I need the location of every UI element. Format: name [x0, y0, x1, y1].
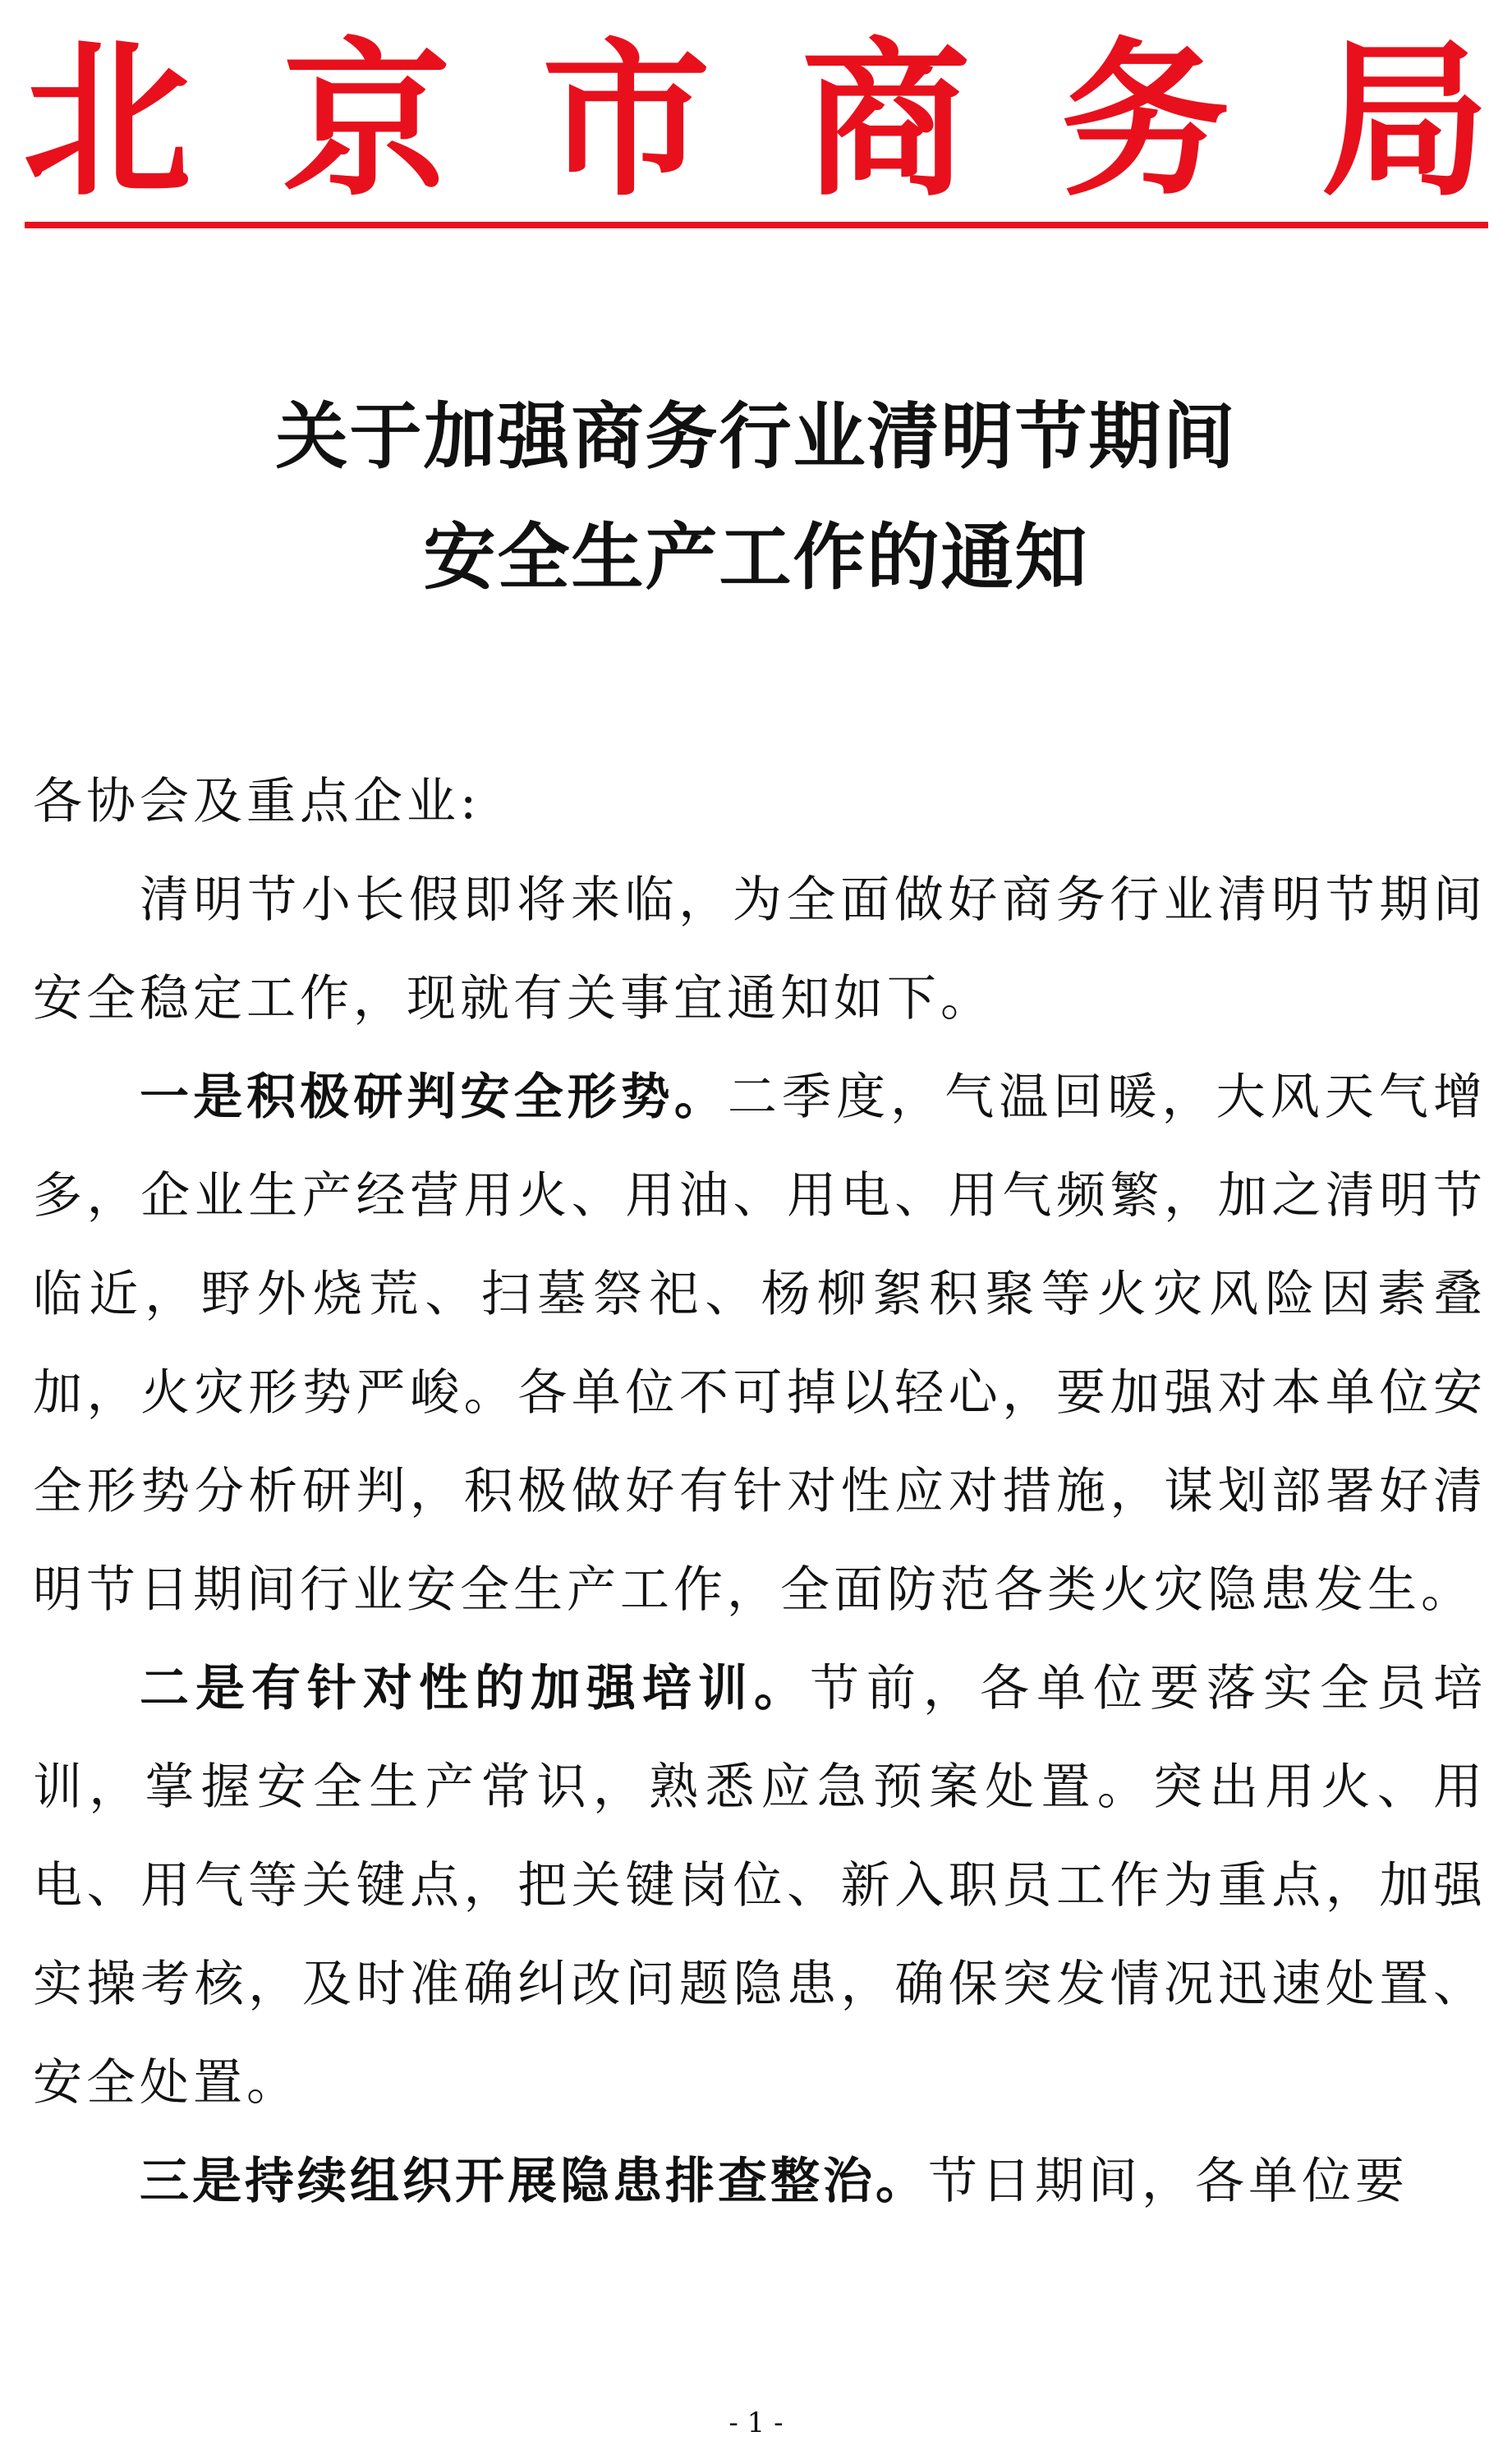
masthead-char: 务 — [1061, 22, 1229, 219]
masthead-char: 局 — [1321, 22, 1489, 219]
red-divider-line — [25, 222, 1488, 228]
masthead — [23, 22, 1489, 219]
masthead-char: 北 — [23, 22, 191, 219]
salutation: 各协会及重点企业: — [33, 773, 481, 830]
paragraph-lead: 三是持续组织开展隐患排查整治。 — [140, 2153, 928, 2210]
paragraph-item-1 — [33, 1048, 1487, 1639]
paragraph-intro — [33, 851, 1487, 1048]
document-body — [33, 752, 1487, 2231]
masthead-char: 商 — [802, 22, 970, 219]
paragraph-text: 二季度，气温回暖，大风天气增多，企业生产经营用火、用油、用电、用气频繁，加之清明节临近，野外烧荒、扫墓祭祀、杨柳絮积聚等火灾风险因素叠加，火灾形势严峻。各单位不可掉以轻心，要加强对本单位安全形势分析研判，积极做好有针对性应对措施，谋划部署好清明节日期间行业安全生产工作，全面防范各类火灾隐患发生。 — [33, 1069, 1487, 1619]
page-number: - 1 - — [728, 2407, 784, 2439]
paragraph-item-2 — [33, 1639, 1487, 2132]
document-title-line-2: 安全生产工作的通知 — [423, 515, 1089, 600]
masthead-char: 京 — [283, 22, 451, 219]
paragraph-text: 节前，各单位要落实全员培训，掌握安全生产常识，熟悉应急预案处置。突出用火、用电、用气等关键点，把关键岗位、新入职员工作为重点，加强实操考核，及时准确纠改问题隐患，确保突发情况迅速处置、安全处置。 — [33, 1660, 1487, 2112]
paragraph-lead: 二是有针对性的加强培训。 — [140, 1660, 810, 1717]
paragraph-text: 节日期间，各单位要 — [928, 2153, 1409, 2210]
masthead-char: 市 — [542, 22, 710, 219]
paragraph-text: 清明节小长假即将来临，为全面做好商务行业清明节期间安全稳定工作，现就有关事宜通知如下。 — [33, 871, 1487, 1027]
paragraph-item-3 — [33, 2132, 1487, 2231]
paragraph-lead: 一是积极研判安全形势。 — [140, 1069, 728, 1126]
document-title-line-1: 关于加强商务行业清明节期间 — [275, 394, 1237, 479]
